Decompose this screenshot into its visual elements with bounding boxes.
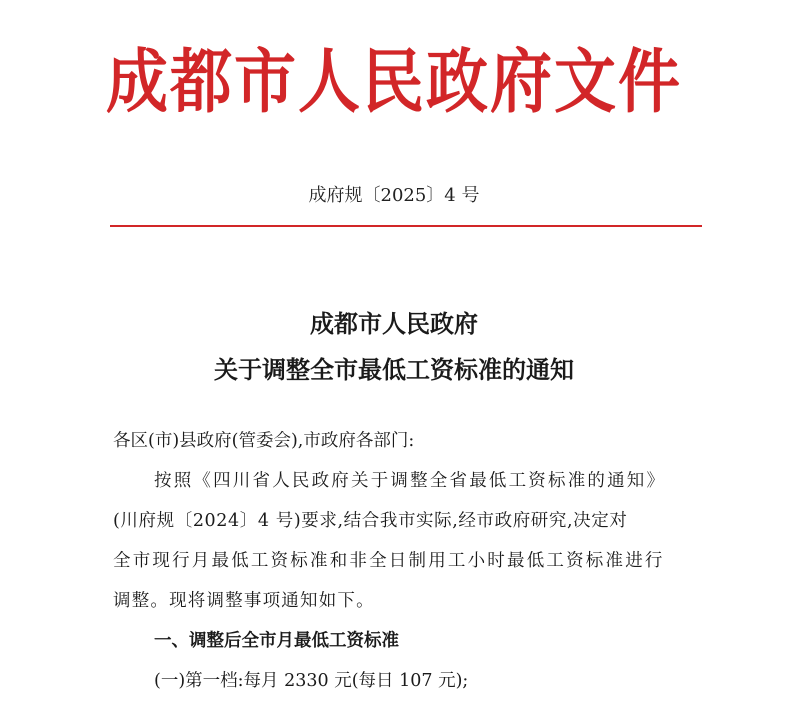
paragraph-line: 调整。现将调整事项通知如下。	[113, 591, 375, 611]
paragraph-line: 全市现行月最低工资标准和非全日制用工小时最低工资标准进行	[113, 551, 665, 571]
red-divider-line	[110, 225, 702, 227]
section-heading: 一、调整后全市月最低工资标准	[154, 631, 399, 651]
paragraph-line: 按照《四川省人民政府关于调整全省最低工资标准的通知》	[154, 471, 667, 491]
notice-title-issuer: 成都市人民政府	[310, 309, 478, 338]
document-number: 成府规〔2025〕4 号	[308, 185, 480, 206]
masthead-title: 成都市人民政府文件	[105, 40, 682, 123]
list-item: (一)第一档:每月 2330 元(每日 107 元);	[154, 671, 469, 691]
notice-title-subject: 关于调整全市最低工资标准的通知	[214, 355, 574, 384]
salutation: 各区(市)县政府(管委会),市政府各部门:	[113, 431, 415, 451]
paragraph-line: (川府规〔2024〕4 号)要求,结合我市实际,经市政府研究,决定对	[113, 511, 628, 531]
